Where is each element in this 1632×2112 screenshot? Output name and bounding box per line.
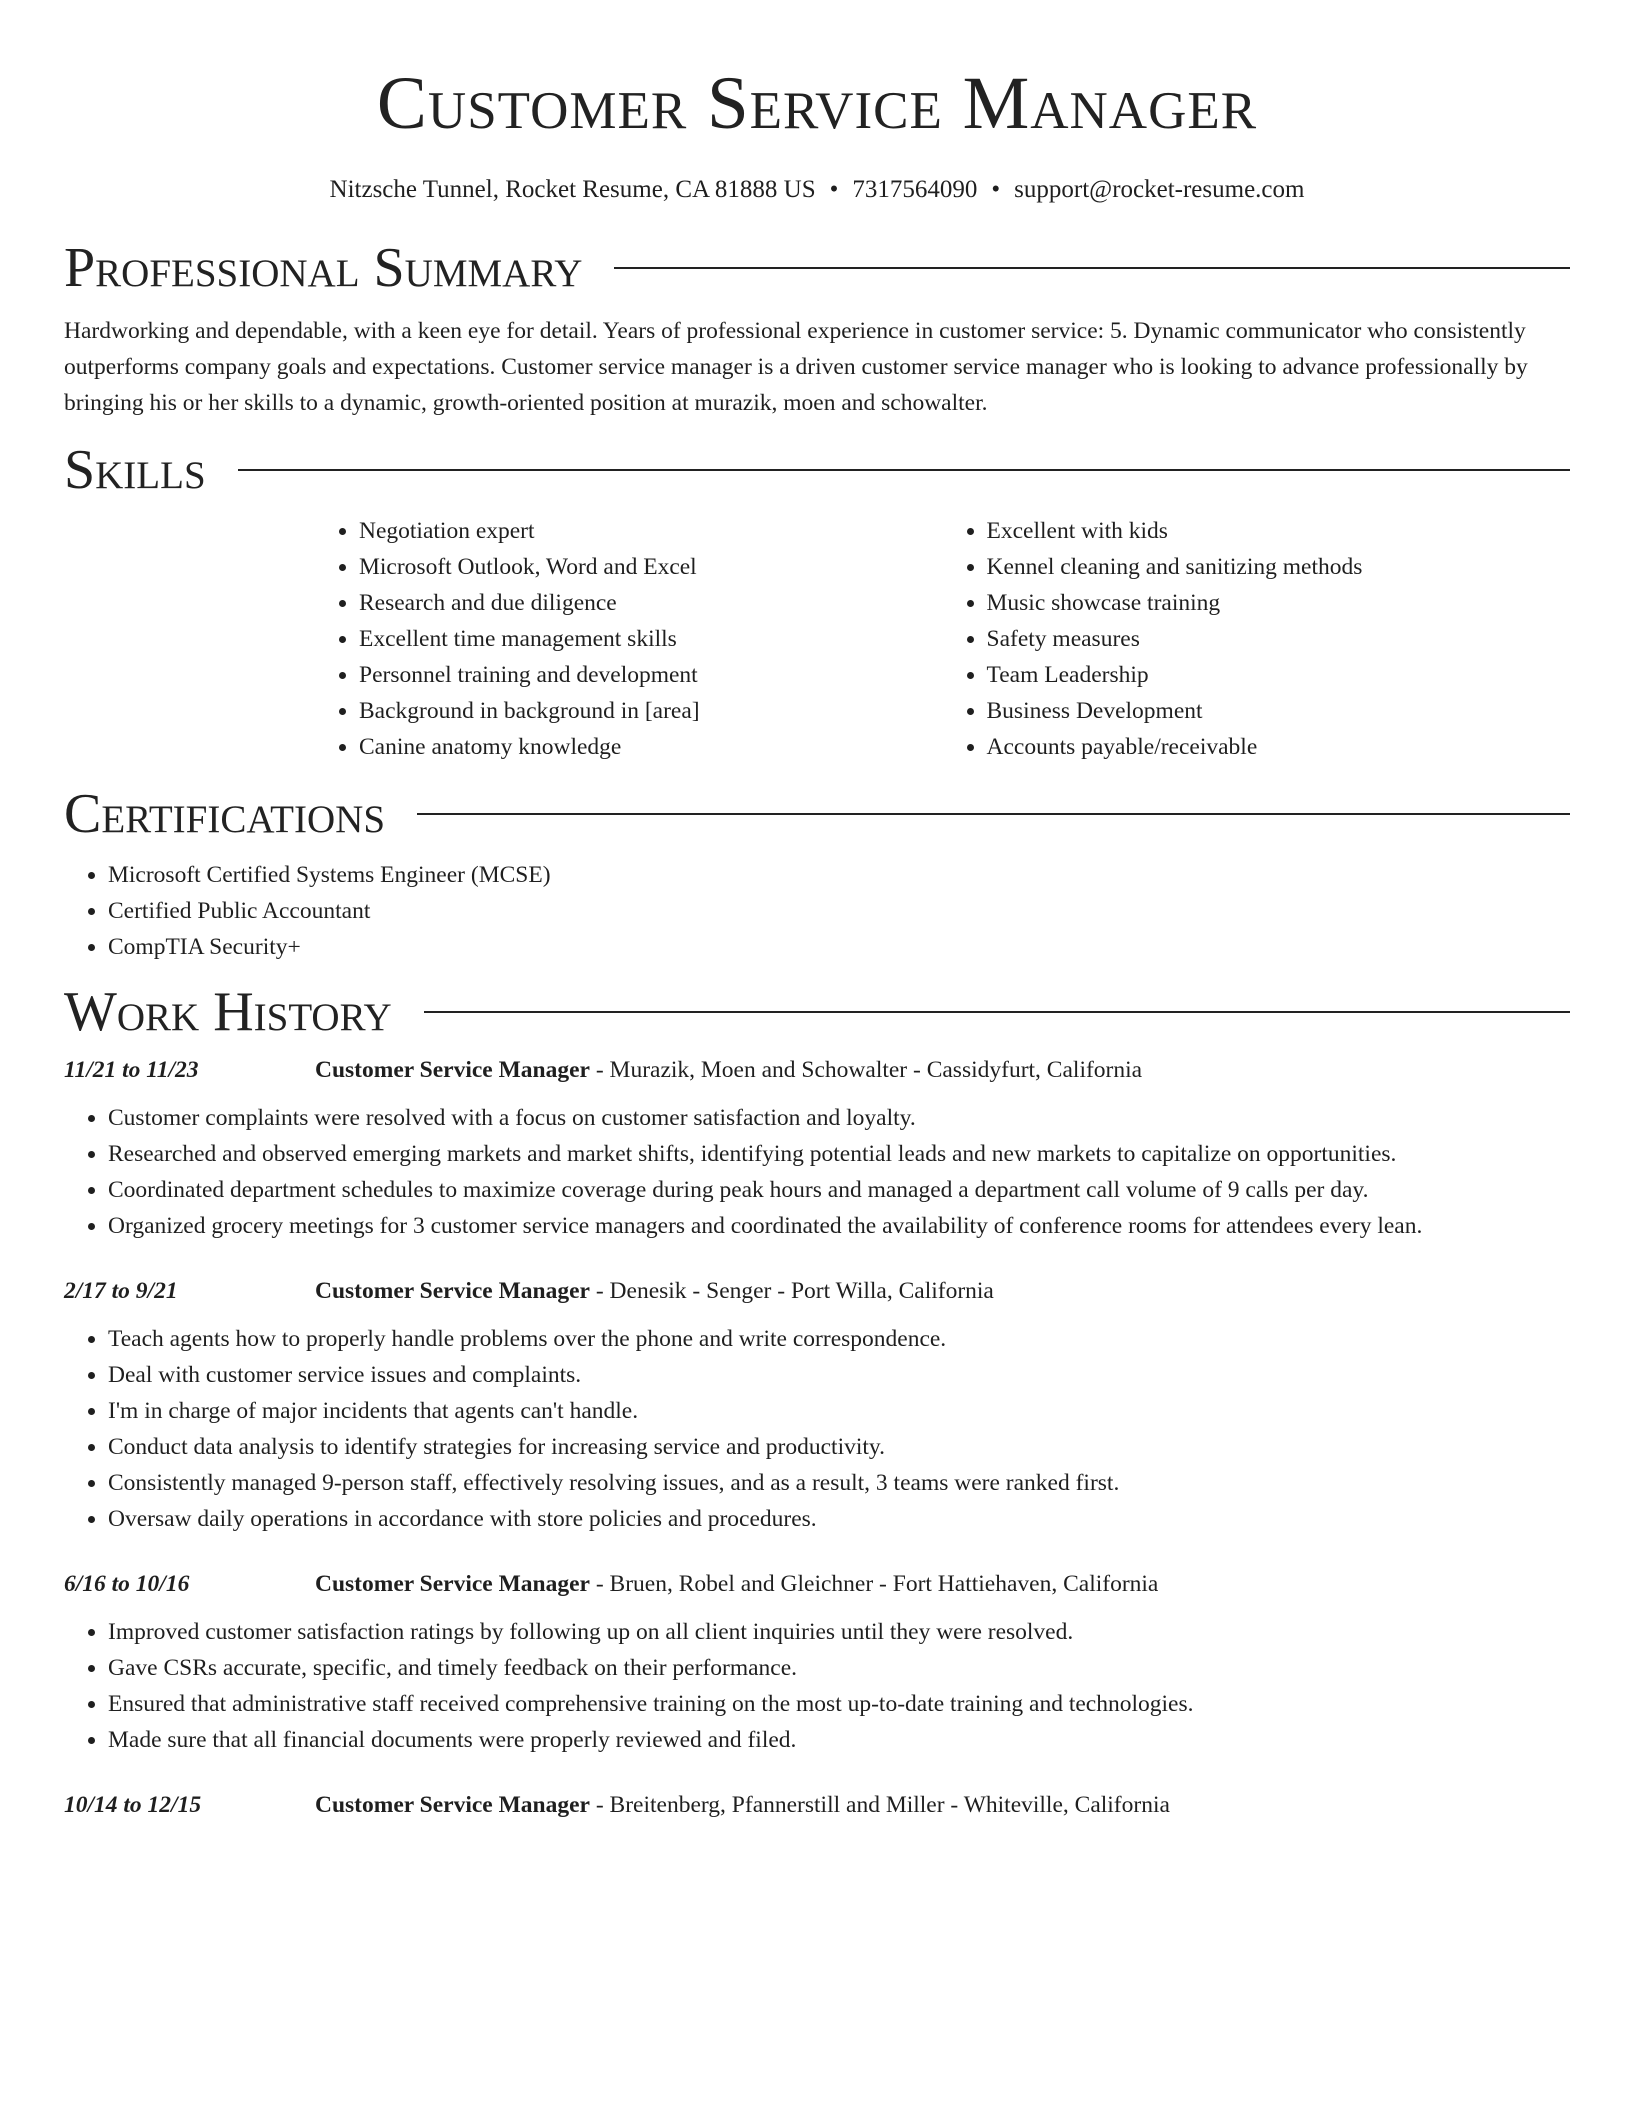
skill-item: • Accounts payable/receivable — [987, 729, 1571, 765]
job-entry — [64, 1278, 1570, 1305]
skill-item: • Negotiation expert — [359, 513, 943, 549]
skill-item: • Team Leadership — [987, 657, 1571, 693]
job-bullet: • Coordinated department schedules to maximize coverage during peak hours and managed a department call volume of 9 calls per day. — [108, 1172, 1570, 1208]
job-employer-location: - Denesik - Senger - Port Willa, California — [589, 1278, 994, 1304]
job-bullet: • Made sure that all financial documents were properly reviewed and filed. — [108, 1722, 1570, 1758]
certifications-list — [64, 857, 1570, 965]
skills-left-column — [315, 513, 943, 765]
job-title-line — [315, 1278, 994, 1305]
job-employer-location: - Breitenberg, Pfannerstill and Miller - Whiteville, California — [589, 1792, 1170, 1818]
job-employer-location: - Bruen, Robel and Gleichner - Fort Hattiehaven, California — [589, 1571, 1159, 1597]
job-entry — [64, 1792, 1570, 1819]
job-bullet: • Improved customer satisfaction ratings by following up on all client inquiries until they were resolved. — [108, 1614, 1570, 1650]
summary-heading: Professional Summary — [64, 237, 583, 299]
section-divider — [238, 469, 1570, 471]
work-history-section-header — [64, 979, 1570, 1045]
skills-list — [315, 513, 1570, 765]
job-bullet: • I'm in charge of major incidents that agents can't handle. — [108, 1393, 1570, 1429]
summary-text: Hardworking and dependable, with a keen eye for detail. Years of professional experience in customer service: 5. Dynamic communicator who consistently outperforms company goals and expectations. Customer service manager is a driven customer service manager who is looking to advance professionally by bringing his or her skills to a dynamic, growth-oriented position at murazik, moen and schowalter. — [64, 318, 1528, 416]
skill-item: • Background in background in [area] — [359, 693, 943, 729]
skills-heading: Skills — [64, 439, 206, 501]
job-title-line — [315, 1057, 1142, 1084]
job-bullet: • Gave CSRs accurate, specific, and timely feedback on their performance. — [108, 1650, 1570, 1686]
job-title-line — [315, 1571, 1158, 1598]
section-divider — [417, 813, 1570, 815]
job-role: Customer Service Manager — [315, 1057, 590, 1083]
job-bullet: • Teach agents how to properly handle problems over the phone and write correspondence. — [108, 1321, 1570, 1357]
job-bullet: • Researched and observed emerging markets and market shifts, identifying potential leads and new markets to capitalize on opportunities. — [108, 1136, 1570, 1172]
skill-item: • Excellent with kids — [987, 513, 1571, 549]
contact-address: Nitzsche Tunnel, Rocket Resume, CA 81888 US — [329, 176, 816, 203]
job-bullet: • Consistently managed 9-person staff, effectively resolving issues, and as a result, 3 teams were ranked first. — [108, 1465, 1570, 1501]
section-divider — [614, 267, 1570, 269]
job-bullet: • Organized grocery meetings for 3 customer service managers and coordinated the availability of conference rooms for attendees every lean. — [108, 1208, 1570, 1244]
skill-item: • Safety measures — [987, 621, 1571, 657]
job-dates: 11/21 to 11/23 — [64, 1057, 199, 1083]
contact-line — [64, 174, 1570, 206]
certification-item: • Certified Public Accountant — [108, 893, 1570, 929]
certification-item: • CompTIA Security+ — [108, 929, 1570, 965]
job-dates: 6/16 to 10/16 — [64, 1571, 190, 1597]
contact-email: support@rocket-resume.com — [1014, 176, 1305, 203]
job-employer-location: - Murazik, Moen and Schowalter - Cassidyfurt, California — [589, 1057, 1143, 1083]
job-role: Customer Service Manager — [315, 1278, 590, 1304]
job-entry — [64, 1057, 1570, 1084]
contact-separator: • — [829, 176, 839, 203]
skill-item: • Microsoft Outlook, Word and Excel — [359, 549, 943, 585]
job-bullet: • Conduct data analysis to identify strategies for increasing service and productivity. — [108, 1429, 1570, 1465]
job-bullets — [64, 1614, 1570, 1758]
job-entry — [64, 1571, 1570, 1598]
job-bullet: • Deal with customer service issues and complaints. — [108, 1357, 1570, 1393]
contact-phone: 7317564090 — [852, 176, 978, 203]
skill-item: • Excellent time management skills — [359, 621, 943, 657]
resume-title: Customer Service Manager — [376, 62, 1258, 145]
certifications-heading: Certifications — [64, 783, 386, 845]
certifications-section-header — [64, 781, 1570, 847]
skills-section-header — [64, 437, 1570, 503]
skill-item: • Personnel training and development — [359, 657, 943, 693]
job-bullet: • Customer complaints were resolved with a focus on customer satisfaction and loyalty. — [108, 1100, 1570, 1136]
contact-separator: • — [991, 176, 1001, 203]
job-dates: 2/17 to 9/21 — [64, 1278, 178, 1304]
job-role: Customer Service Manager — [315, 1792, 590, 1818]
job-bullet: • Ensured that administrative staff received comprehensive training on the most up-to-date training and technologies. — [108, 1686, 1570, 1722]
skill-item: • Kennel cleaning and sanitizing methods — [987, 549, 1571, 585]
skill-item: • Business Development — [987, 693, 1571, 729]
job-dates: 10/14 to 12/15 — [64, 1792, 202, 1818]
summary-section-header — [64, 235, 1570, 301]
skill-item: • Music showcase training — [987, 585, 1571, 621]
skill-item: • Research and due diligence — [359, 585, 943, 621]
skill-item: • Canine anatomy knowledge — [359, 729, 943, 765]
job-role: Customer Service Manager — [315, 1571, 590, 1597]
section-divider — [424, 1011, 1570, 1013]
job-bullets — [64, 1100, 1570, 1244]
work-history-heading: Work History — [64, 981, 392, 1043]
resume-page — [64, 0, 1570, 1819]
job-bullet: • Oversaw daily operations in accordance with store policies and procedures. — [108, 1501, 1570, 1537]
job-bullets — [64, 1321, 1570, 1537]
job-title-line — [315, 1792, 1170, 1819]
certification-item: • Microsoft Certified Systems Engineer (MCSE) — [108, 857, 1570, 893]
skills-right-column — [943, 513, 1571, 765]
